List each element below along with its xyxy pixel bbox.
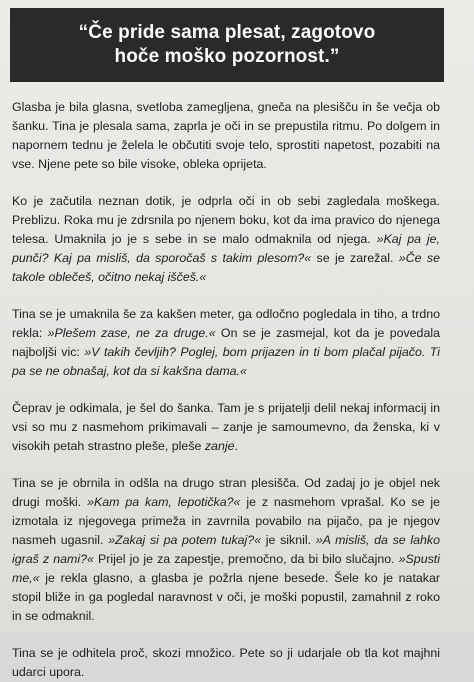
paragraph-5-mid-2: je siknil. bbox=[261, 533, 316, 547]
quote: »V takih čevljih? Poglej, bom prijazen in ti bom plačal pijačo. Ti pa se ne obnašaj, kot da si kakšna dama.« bbox=[12, 345, 440, 378]
story-body bbox=[12, 98, 440, 682]
paragraph-4 bbox=[12, 399, 440, 456]
paragraph-5-lead: Tina se je obrnila in odšla na drugo stran plesišča. Od zadaj jo je objel nek drugi moški. bbox=[12, 476, 440, 509]
title-line-2: hoče moško pozornost.” bbox=[114, 46, 340, 67]
emphasis: zanje bbox=[204, 439, 235, 453]
paragraph-1 bbox=[12, 98, 440, 174]
paragraph-5-mid-3: Prijel jo je za zapestje, premočno, da bi bilo slučajno. bbox=[93, 552, 399, 566]
quote: »A misliš, da se lahko igraš z nami?« bbox=[12, 533, 440, 566]
title-banner bbox=[10, 8, 444, 82]
paragraph-5-mid-1: je z nasmehom vprašal. Ko se je izmotala iz njegovega primeža in zavrnila povabilo na pijačo, pa je njegov nasmeh ugasnil. bbox=[12, 495, 440, 547]
quote: »Zakaj si pa potem tukaj?« bbox=[108, 533, 262, 547]
paragraph-3-mid: On se je zasmejal, kot da je povedala najboljši vic: bbox=[12, 326, 440, 359]
paragraph-6 bbox=[12, 644, 440, 682]
quote: »Če se takole oblečeš, očitno nekaj iščeš.« bbox=[12, 251, 440, 284]
paragraph-5-tail: je rekla glasno, a glasba je požrla njene besede. Šele ko je natakar stopil bliže in ga pogledal naravnost v oči, je moški popustil, zamahnil z roko in se odmaknil. bbox=[12, 571, 440, 623]
paragraph-6-text: Tina se je odhitela proč, skozi množico. Pete so ji udarjale ob tla kot majhni udarci upora. bbox=[12, 646, 440, 679]
poster-title bbox=[79, 21, 376, 69]
paragraph-2-mid: se je zarežal. bbox=[311, 251, 394, 265]
paragraph-5 bbox=[12, 474, 440, 626]
title-line-1: “Če pride sama plesat, zagotovo bbox=[78, 22, 376, 43]
paragraph-2 bbox=[12, 192, 440, 287]
paragraph-3-lead: Tina se je umaknila še za kakšen meter, ga odločno pogledala in tiho, a trdno rekla: bbox=[12, 307, 440, 340]
paragraph-1-text: Glasba je bila glasna, svetloba zamegljena, gneča na plesišču in še večja ob šanku. Tina je plesala sama, zaprla je oči in se prepustila ritmu. Po dolgem in napornem tednu je želela le občutiti svoje telo, sprostiti napetost, pozabiti na vse. Njene pete so bile visoke, obleka oprijeta. bbox=[12, 100, 440, 171]
quote: »Spusti me,« bbox=[12, 552, 440, 585]
paragraph-4-lead: Čeprav je odkimala, je šel do šanka. Tam je s prijatelji delil nekaj informacij in vsi so mu z nasmehom prikimavali – zanje je samoumevno, da ženska, ki v visokih petah strastno pleše, pleše bbox=[12, 401, 440, 453]
quote: »Plešem zase, ne za druge.« bbox=[47, 326, 216, 340]
paragraph-3 bbox=[12, 305, 440, 381]
quote: »Kam pa kam, lepotička?« bbox=[87, 495, 241, 509]
paragraph-2-text: Ko je začutila neznan dotik, je odprla oči in ob sebi zagledala moškega. Preblizu. Roka mu je zdrsnila po njenem boku, kot da ima pravico do njenega telesa. Umaknila jo je s sebe in se malo odmaknila od njega. bbox=[12, 194, 440, 246]
quote: »Kaj pa je, punči? Kaj pa misliš, da sporočaš s takim plesom?« bbox=[12, 232, 440, 265]
paragraph-4-tail: . bbox=[234, 439, 238, 453]
